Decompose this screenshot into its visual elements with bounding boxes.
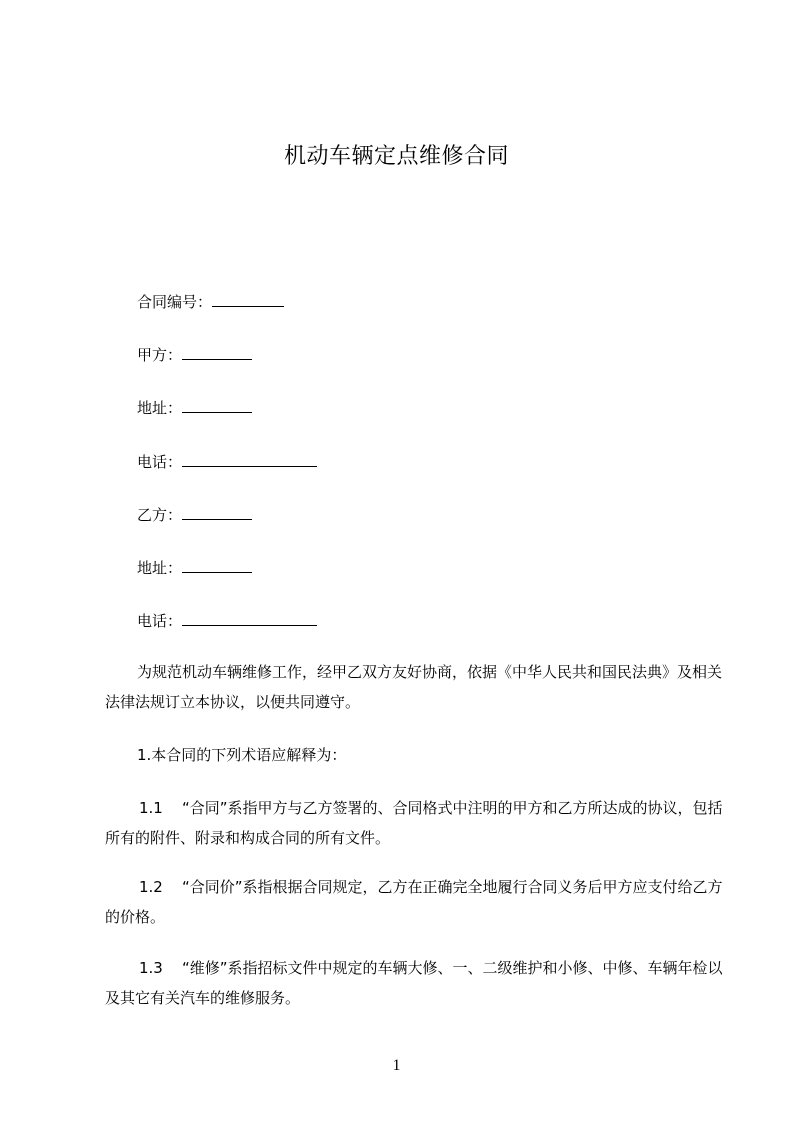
page-number: 1 (392, 1057, 401, 1074)
field-label: 地址： (137, 399, 183, 417)
field-label: 甲方： (137, 346, 183, 364)
field-label: 电话： (137, 612, 183, 630)
field-label: 地址： (137, 559, 183, 577)
clause-1-2 (105, 872, 725, 932)
intro-text: 为规范机动车辆维修工作，经甲乙双方友好协商，依据《中华人民共和国民法典》及相关法律法规订立本协议，以便共同遵守。 (105, 663, 723, 711)
field-party-a-address (137, 398, 252, 418)
clause-number: 1.1 (139, 799, 163, 817)
clause-number: 1.3 (139, 959, 163, 977)
field-label: 电话： (137, 453, 183, 471)
intro-paragraph (105, 657, 725, 717)
blank-line (182, 452, 317, 467)
clause-1-3 (105, 953, 725, 1013)
clause-text: “合同”系指甲方与乙方签署的、合同格式中注明的甲方和乙方所达成的协议，包括所有的附件、附录和构成合同的所有文件。 (105, 799, 723, 847)
clause-1-1 (105, 793, 725, 853)
field-label: 合同编号： (137, 293, 213, 311)
section-heading: 1.本合同的下列术语应解释为： (137, 746, 347, 764)
field-party-a-phone (137, 452, 317, 472)
field-contract-number (137, 292, 284, 312)
clause-text: “维修”系指招标文件中规定的车辆大修、一、二级维护和小修、中修、车辆年检以及其它有关汽车的维修服务。 (105, 959, 723, 1007)
blank-line (182, 345, 252, 360)
field-party-b-address (137, 558, 252, 578)
field-label: 乙方： (137, 506, 183, 524)
blank-line (182, 558, 252, 573)
blank-line (212, 292, 284, 307)
blank-line (182, 611, 317, 626)
blank-line (182, 398, 252, 413)
field-party-a (137, 345, 252, 365)
document-title: 机动车辆定点维修合同 (283, 144, 509, 169)
clause-number: 1.2 (139, 878, 163, 896)
field-party-b-phone (137, 611, 317, 631)
field-party-b (137, 505, 252, 525)
clause-text: “合同价”系指根据合同规定，乙方在正确完全地履行合同义务后甲方应支付给乙方的价格。 (105, 878, 723, 926)
blank-line (182, 505, 252, 520)
